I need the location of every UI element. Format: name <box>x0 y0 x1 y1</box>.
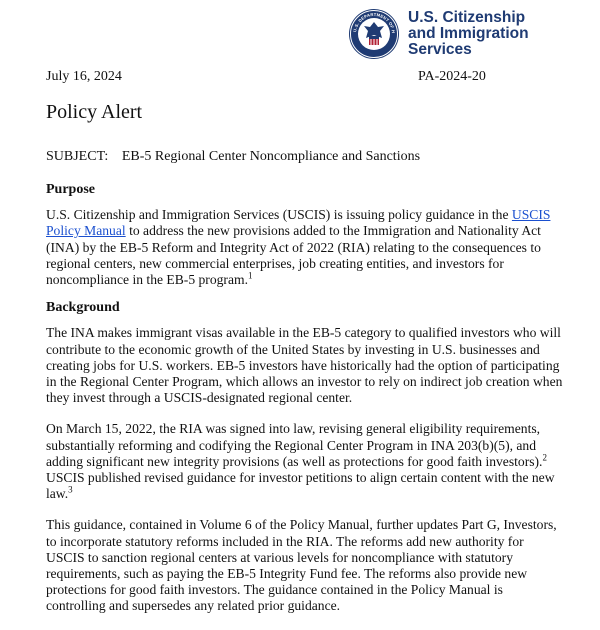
agency-name-line: U.S. Citizenship <box>408 9 526 26</box>
purpose-text-cont: to address the new provisions added to the Immigration and Nationality Act (INA) by the EB-5 Reform and Integrity Act of 2022 (RIA) relating to the consequences to regional centers, new commercial enterprises, job creating entities, and investors for noncompliance in the EB-5 program. <box>46 223 541 288</box>
agency-name <box>408 10 529 58</box>
background-text-cont: USCIS published revised guidance for investor petitions to align certain content with the new law. <box>46 470 555 502</box>
agency-name-line: and Immigration <box>408 25 529 42</box>
purpose-heading: Purpose <box>46 182 95 197</box>
background-text: On March 15, 2022, the RIA was signed into law, revising general eligibility requirements, substantially reforming and codifying the Regional Center Program in INA 203(b)(5), and adding significant new integrity provisions (as well as protections for good faith investors). <box>46 421 543 469</box>
footnote-ref[interactable]: 1 <box>247 270 253 281</box>
subject-line <box>46 149 420 165</box>
agency-name-line: Services <box>408 41 472 58</box>
subject-label: SUBJECT: <box>46 149 109 164</box>
alert-id: PA-2024-20 <box>418 69 486 84</box>
purpose-paragraph <box>46 207 564 288</box>
uscis-logo <box>348 8 529 60</box>
purpose-text: U.S. Citizenship and Immigration Services (USCIS) is issuing policy guidance in the <box>46 207 512 223</box>
alert-date: July 16, 2024 <box>46 69 122 84</box>
background-paragraph: This guidance, contained in Volume 6 of the Policy Manual, further updates Part G, Investors, to incorporate statutory reforms included in the RIA. The reforms add new authority for USCIS to sanction regional centers at various levels for noncompliance with statutory requirements, such as paying the EB-5 Integrity Fund fee. The reforms also provide new protections for good faith investors. The guidance contained in the Policy Manual is controlling and supersedes any related prior guidance. <box>46 517 557 614</box>
dhs-seal-icon <box>348 8 400 60</box>
document-body <box>46 176 564 630</box>
subject-text: EB-5 Regional Center Noncompliance and Sanctions <box>121 149 421 164</box>
footnote-ref[interactable]: 2 <box>542 452 547 463</box>
background-paragraph: The INA makes immigrant visas available in the EB-5 category to qualified investors who will contribute to the economic growth of the United States by investing in U.S. businesses and creating jobs for U.S. workers. EB-5 investors have historically had the option of participating in the Regional Center Program, which allows an investor to rely on indirect job creation when they invest through a USCIS-designated regional center. <box>46 325 563 406</box>
policy-manual-link[interactable]: USCIS Policy Manual <box>46 207 551 239</box>
page-title: Policy Alert <box>46 101 143 123</box>
background-paragraph <box>46 421 564 502</box>
seal-lettering: U.S. DEPARTMENT OF H <box>352 11 397 34</box>
footnote-ref[interactable]: 3 <box>68 484 73 495</box>
background-heading: Background <box>46 300 120 316</box>
